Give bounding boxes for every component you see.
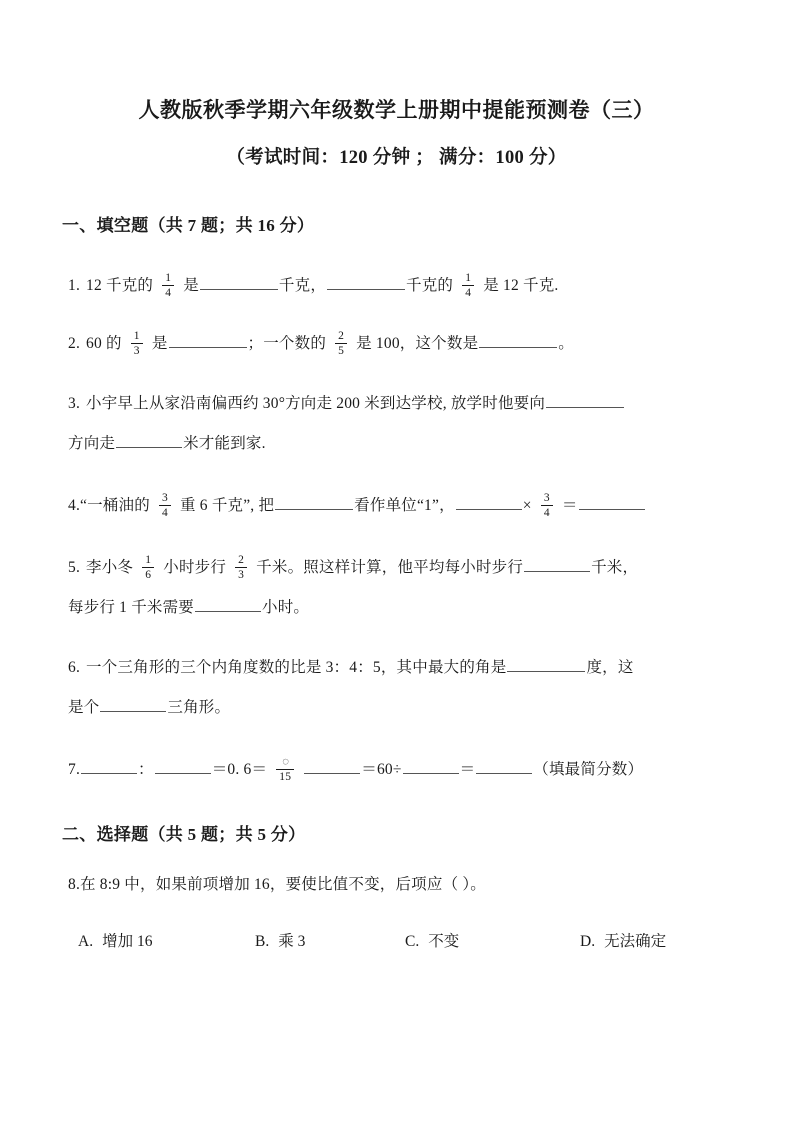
fraction-denominator: 3 (235, 567, 247, 581)
question-2-text-3: ；一个数的 (247, 335, 327, 353)
answer-blank[interactable] (546, 393, 624, 408)
answer-blank[interactable] (327, 275, 405, 290)
answer-blank[interactable] (169, 333, 247, 348)
option-a-letter: A. (78, 933, 94, 951)
answer-blank[interactable] (81, 759, 137, 774)
option-a[interactable] (78, 927, 255, 957)
question-5-text-5: 每步行 1 千米需要 (68, 599, 195, 617)
option-c-letter: C. (405, 933, 420, 951)
answer-blank[interactable] (304, 759, 360, 774)
option-a-label: 增加 16 (102, 933, 153, 951)
question-2-text-4: 是 100，这个数是 (356, 335, 479, 353)
fraction-one-sixth (142, 554, 154, 581)
question-3-number: 3. (68, 395, 81, 413)
fraction-denominator: 4 (162, 285, 174, 299)
question-7-note: （填最简分数） (533, 761, 644, 779)
question-4 (0, 464, 793, 526)
option-b-letter: B. (255, 933, 270, 951)
answer-blank[interactable] (456, 495, 522, 510)
option-b[interactable] (255, 927, 405, 957)
fraction-numerator: 2 (338, 330, 345, 343)
question-2 (0, 306, 793, 364)
question-8-options (0, 905, 793, 957)
answer-blank[interactable] (579, 495, 645, 510)
question-7 (0, 728, 793, 790)
question-7-separator: ： (138, 761, 154, 779)
question-5-text-6: 小时。 (262, 599, 310, 617)
answer-blank[interactable] (403, 759, 459, 774)
option-d-letter: D. (580, 933, 596, 951)
question-2-text-5: 。 (558, 335, 574, 353)
answer-blank[interactable] (524, 557, 590, 572)
answer-blank[interactable] (116, 433, 182, 448)
question-1-number: 1. (68, 277, 81, 295)
fraction-numerator: 1 (133, 330, 140, 343)
answer-blank[interactable] (155, 759, 211, 774)
section-heading-multiple-choice: 二、选择题（共 5 题；共 5 分） (62, 825, 306, 845)
question-1-text-5: 是 12 千克. (483, 277, 559, 295)
answer-blank[interactable] (507, 657, 585, 672)
fraction-denominator: 6 (142, 567, 154, 581)
answer-blank[interactable] (479, 333, 557, 348)
question-4-operator: × (522, 497, 532, 515)
question-1 (0, 236, 793, 306)
question-7-number: 7. (68, 761, 81, 779)
fraction-numerator: 3 (543, 492, 550, 505)
question-5-text-1: 李小冬 (86, 559, 134, 577)
question-5-text-2: 小时步行 (163, 559, 227, 577)
fraction-two-thirds (235, 554, 247, 581)
question-5-text-4: 千米， (591, 559, 639, 577)
fraction-numerator: 1 (465, 272, 472, 285)
question-3-text-3: 米才能到家. (183, 435, 266, 453)
question-4-number: 4. (68, 497, 81, 515)
question-8 (0, 845, 793, 905)
fraction-numerator: 3 (162, 492, 168, 505)
question-6-text-4: 三角形。 (167, 699, 231, 717)
question-7-equals-2: ＝60÷ (361, 761, 402, 779)
question-3-text-1: 小宇早上从家沿南偏西约 30°方向走 200 米到达学校, 放学时他要向 (86, 395, 546, 413)
fraction-two-fifths (335, 330, 347, 357)
question-1-text-4: 千克的 (406, 277, 454, 295)
question-4-equals: ＝ (561, 497, 578, 515)
question-6-text-1: 一个三角形的三个内角度数的比是 3：4：5，其中最大的角是 (86, 659, 507, 677)
fraction-numerator: 1 (165, 272, 172, 285)
question-7-equals-3: ＝ (459, 761, 476, 779)
section-heading-fill-in-blanks: 一、填空题（共 7 题；共 16 分） (62, 216, 315, 236)
fraction-numerator: 1 (145, 554, 152, 567)
option-b-label: 乘 3 (278, 933, 306, 951)
fraction-denominator: 3 (131, 343, 143, 357)
question-3 (0, 364, 793, 464)
page-title: 人教版秋季学期六年级数学上册期中提能预测卷（三） (138, 98, 655, 122)
fraction-denominator: 4 (462, 285, 474, 299)
question-2-text-1: 60 的 (86, 335, 122, 353)
option-c[interactable] (405, 927, 580, 957)
question-5-number: 5. (68, 559, 81, 577)
exam-subtitle: （考试时间：120 分钟 ； 满分：100 分） (226, 148, 567, 169)
question-6 (0, 628, 793, 728)
answer-blank[interactable] (476, 759, 532, 774)
question-5-text-3: 千米。照这样计算，他平均每小时步行 (256, 559, 524, 577)
question-8-number: 8. (68, 876, 81, 894)
question-4-text-3: 看作单位“1”， (354, 497, 455, 515)
question-2-text-2: 是 (151, 335, 168, 353)
question-1-text-2: 是 (183, 277, 199, 295)
question-6-text-2: 度，这 (586, 659, 634, 677)
question-2-number: 2. (68, 335, 81, 353)
fraction-three-fourths (541, 492, 553, 519)
question-1-text-3: 千克， (278, 277, 327, 295)
fraction-denominator: 15 (276, 769, 294, 783)
option-d[interactable] (580, 927, 666, 957)
question-8-text: 在 8:9 中，如果前项增加 16，要使比值不变，后项应（ ）。 (80, 876, 486, 894)
fraction-one-fourth (162, 272, 174, 299)
answer-blank[interactable] (195, 597, 261, 612)
fraction-numerator: 2 (238, 554, 245, 567)
question-4-text-1: “一桶油的 (80, 497, 150, 515)
fraction-one-third (131, 330, 143, 357)
answer-blank[interactable] (275, 495, 353, 510)
fraction-denominator: 4 (541, 505, 553, 519)
answer-blank[interactable] (100, 697, 166, 712)
question-1-text-1: 12 千克的 (86, 277, 154, 295)
fraction-denominator: 5 (335, 343, 347, 357)
fraction-denominator: 4 (159, 505, 171, 519)
fraction-three-fourths (159, 492, 171, 519)
question-5 (0, 526, 793, 628)
question-7-equals-1: ＝0. 6＝ (211, 761, 268, 779)
option-c-label: 不变 (428, 933, 460, 951)
fraction-numerator-blank: ◌ (282, 756, 289, 769)
option-d-label: 无法确定 (604, 933, 667, 951)
question-3-text-2: 方向走 (68, 435, 116, 453)
question-6-text-3: 是个 (68, 699, 100, 717)
answer-blank[interactable] (200, 275, 278, 290)
question-4-text-2: 重 6 千克”, 把 (180, 497, 275, 515)
question-6-number: 6. (68, 659, 81, 677)
fraction-blank-over-fifteen (276, 756, 294, 783)
fraction-one-fourth (462, 272, 474, 299)
